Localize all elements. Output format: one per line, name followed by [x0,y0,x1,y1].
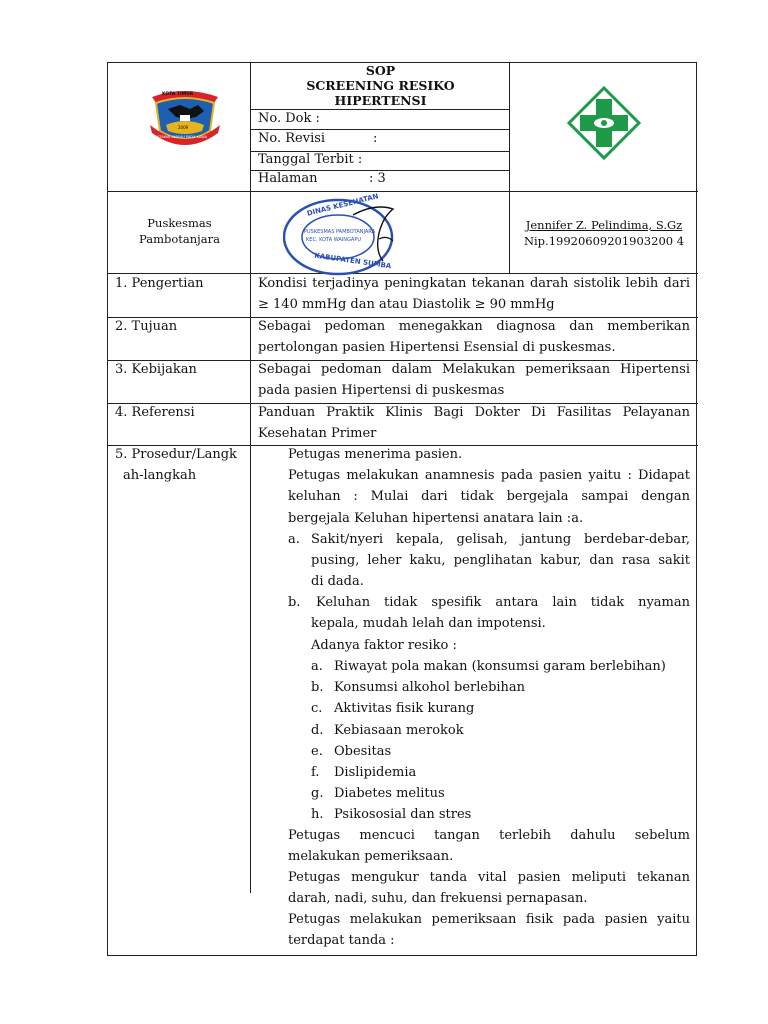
referensi-line-1: Panduan Praktik Klinis Bagi Dokter Di Fasilitas Pelayanan [258,405,690,420]
prosedur-step-4-line-1: Petugas mengukur tanda vital pasien meliputi tekanan [288,870,690,885]
document-title [251,63,510,108]
referensi-line-2: Kesehatan Primer [258,426,377,441]
signatory-nip: Nip.19920609201903200 4 [523,234,685,248]
section-label-referensi: 4. Referensi [115,405,195,420]
signatory-block [510,217,698,249]
puskesmas-logo-icon [566,85,642,161]
prosedur-label-line-2: ah-langkah [123,468,197,483]
faktor-item-text: Psikososial dan stres [334,807,472,823]
keluhan-a-marker: a. [288,532,300,547]
prosedur-step-5-line-1: Petugas melakukan pemeriksaan fisik pada pasien yaitu [288,912,690,927]
faktor-item-marker: g. [311,786,324,802]
faktor-item-text: Diabetes melitus [334,786,445,802]
keluhan-b-line-1: Keluhan tidak spesifik antara lain tidak nyaman [316,595,690,610]
org-line-1: Puskesmas [147,216,212,230]
prosedur-step-2-line-1: Petugas melakukan anamnesis pada pasien yaitu : Didapat [288,468,690,483]
faktor-item-text: Riwayat pola makan (konsumsi garam berlebihan) [334,659,666,674]
stamp-top-text: DINAS KESEHATAN [306,192,380,218]
pengertian-line-1: Kondisi terjadinya peningkatan tekanan darah sistolik lebih dari [258,276,690,291]
no-revisi-label: No. Revisi [258,131,326,146]
prosedur-label-line-1: 5. Prosedur/Langk [115,447,237,462]
emblem-banner-top: KOTA TIMUR [162,92,194,97]
keluhan-b-line-2: kepala, mudah lelah dan impotensi. [311,616,546,631]
section-label-tujuan: 2. Tujuan [115,319,178,334]
row-divider [108,191,698,192]
halaman-label: Halaman [258,171,318,186]
prosedur-step-2-line-3: bergejala Keluhan hipertensi anatara lain :a. [288,511,584,526]
emblem-year: 2009 [178,125,189,130]
title-line-2: SCREENING RESIKO [306,78,455,93]
no-dok: No. Dok : [258,111,320,126]
halaman [258,170,458,188]
signatory-name: Jennifer Z. Pelindima, S.Gz [525,218,683,232]
pengertian-line-2: ≥ 140 mmHg dan atau Diastolik ≥ 90 mmHg [258,297,555,312]
prosedur-step-2-line-2: keluhan : Mulai dari tidak bergejala sampai dengan [288,489,690,504]
halaman-value: : 3 [369,171,386,186]
stamp-inner-1: PUSKESMAS PAMBOTANJARA [304,229,375,235]
faktor-item-marker: h. [311,807,324,823]
tujuan-line-1: Sebagai pedoman menegakkan diagnosa dan memberikan [258,319,690,334]
keluhan-b-marker: b. [288,595,301,610]
faktor-item-marker: f. [311,765,320,780]
keluhan-a-line-1: Sakit/nyeri kepala, gelisah, jantung berdebar-debar, [311,532,690,547]
section-label-prosedur [115,444,251,486]
org-line-2: Pambotanjara [139,232,220,246]
faktor-item-text: Kebiasaan merokok [334,722,464,738]
faktor-item-text: Konsumsi alkohol berlebihan [334,680,526,696]
prosedur-step-3-line-2: melakukan pemeriksaan. [288,849,454,864]
tanggal-terbit: Tanggal Terbit : [258,152,363,167]
faktor-item-marker: b. [311,680,324,696]
prosedur-step-5-line-2: terdapat tanda : [288,933,395,948]
faktor-item-marker: c. [311,701,323,717]
stamp-bottom-text: KABUPATEN SUMBA [313,251,392,271]
faktor-item-marker: e. [311,743,323,759]
keluhan-a-line-3: di dada. [311,574,364,589]
kebijakan-line-2: pada pasien Hipertensi di puskesmas [258,383,505,398]
sop-document-table [107,62,697,956]
section-label-pengertian: 1. Pengertian [115,276,204,291]
faktor-item-marker: d. [311,722,324,738]
no-revisi [258,130,378,148]
stamp-inner-2: KEC. KOTA WAINGAPU [306,237,361,243]
section-label-kebijakan: 3. Kebijakan [115,362,197,377]
keluhan-a-line-2: pusing, leher kaku, penglihatan kabur, dan rasa sakit [311,553,690,568]
tujuan-line-2: pertolongan pasien Hipertensi Esensial di puskesmas. [258,340,616,355]
prosedur-step-1: Petugas menerima pasien. [288,447,463,462]
title-line-1: SOP [365,63,396,78]
organization-name [108,215,251,247]
prosedur-step-4-line-2: darah, nadi, suhu, dan frekuensi pernapasan. [288,891,588,906]
kebijakan-line-1: Sebagai pedoman dalam Melakukan pemeriksaan Hipertensi [258,362,690,377]
faktor-item-marker: a. [311,659,323,674]
faktor-item-text: Obesitas [334,743,392,759]
faktor-resiko-title: Adanya faktor resiko : [311,638,457,653]
no-revisi-colon: : [373,131,378,146]
faktor-item-text: Dislipidemia [334,765,417,780]
title-line-3: HIPERTENSI [334,93,427,108]
faktor-item-text: Aktivitas fisik kurang [334,701,475,717]
prosedur-step-3-line-1: Petugas mencuci tangan terlebih dahulu sebelum [288,828,690,843]
emblem-banner-bottom: MATAWAI AMAHU PADA KAWA [154,135,208,139]
